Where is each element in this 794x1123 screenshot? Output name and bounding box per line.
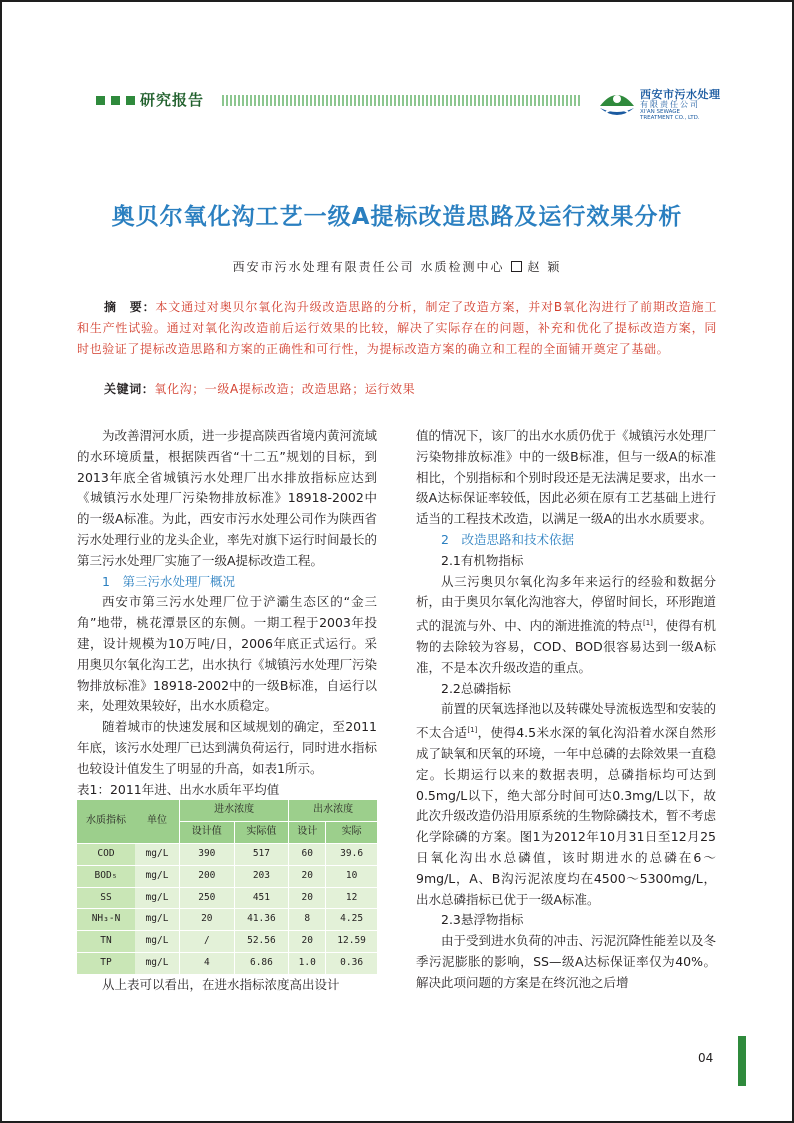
article-title: 奥贝尔氧化沟工艺一级A提标改造思路及运行效果分析 <box>111 204 683 230</box>
keywords <box>104 380 415 397</box>
section-label: 研究报告 <box>140 91 205 109</box>
keywords-text: 氧化沟；一级A提标改造；改造思路；运行效果 <box>154 382 416 396</box>
table-cell: 12 <box>326 887 377 909</box>
header-square-icon <box>111 96 120 105</box>
section-2-heading: 2 改造思路和技术依据 <box>441 531 574 547</box>
subsection-2-3-heading: 2.3悬浮物指标 <box>441 912 524 928</box>
table-row <box>77 909 377 931</box>
after-table-paragraph: 从上表可以看出，在进水指标浓度高出设计 <box>102 976 340 992</box>
table-cell: 4 <box>180 952 235 974</box>
table-cell: 200 <box>180 865 235 887</box>
header-stripe-bar <box>222 95 582 106</box>
table-cell: 12.59 <box>326 931 377 953</box>
table-row <box>77 865 377 887</box>
table-cell: 10 <box>326 865 377 887</box>
table-subheader: 实际 <box>326 822 377 844</box>
section-1-paragraph-1: 西安市第三污水处理厂位于浐灞生态区的“金三角”地带，桃花潭景区的东侧。一期工程于2003年投建，设计规模为10万吨/日，2006年底正式运行。采用奥贝尔氧化沟工艺，出水执行《城镇污水处理厂污染物排放标准》18918-2002中的一级B标准，自运行以来，处理效果较好，出水水质稳定。 <box>77 594 378 714</box>
table-row <box>77 931 377 953</box>
subsection-2-1-paragraph <box>416 572 716 679</box>
table-cell: 203 <box>234 865 289 887</box>
keywords-label: 关键词： <box>104 382 155 396</box>
company-logo <box>596 82 726 124</box>
header-square-icon <box>96 96 105 105</box>
logo-emblem-icon <box>596 82 638 124</box>
table-header: 出水浓度 <box>289 800 377 821</box>
subsection-2-1-heading: 2.1有机物指标 <box>441 552 524 568</box>
table-cell: 390 <box>180 843 235 865</box>
continued-paragraph: 值的情况下，该厂的出水水质仍优于《城镇污水处理厂污染物排放标准》中的一级B标准，但与一级A的标准相比，个别指标和个别时段还是无法满足要求，出水一级A达标保证率较低，因此必须在原有工艺基础上进行适当的工程技术改造，以满足一级A的出水水质要求。 <box>416 428 717 527</box>
text-span: 从三污奥贝尔氧化沟多年来运行的经验和数据分析，由于奥贝尔氧化沟池容大，停留时间长，环形跑道式的混流与外、中、内的渐进推流的特点 <box>416 573 717 634</box>
table-cell: mg/L <box>135 909 180 931</box>
table-subheader: 设计值 <box>180 822 235 844</box>
abstract-text: 本文通过对奥贝尔氧化沟升级改造思路的分析，制定了改造方案，并对B氧化沟进行了前期改造施工和生产性试验。通过对氧化沟改造前后运行效果的比较，解决了实际存在的问题，补充和优化了提标改造方案，同时也验证了提标改造思路和方案的正确性和可行性，为提标改造方案的确立和工程的全面铺开奠定了基础。 <box>77 300 717 356</box>
table-cell: 6.86 <box>234 952 289 974</box>
logo-name-en: XI'AN SEWAGE TREATMENT CO., LTD. <box>640 109 700 121</box>
table-cell: 20 <box>180 909 235 931</box>
header-squares <box>96 96 135 105</box>
page-number: 04 <box>698 1051 714 1065</box>
water-quality-table <box>77 800 377 974</box>
citation-ref: [1] <box>643 619 653 628</box>
table-cell: mg/L <box>135 952 180 974</box>
text-span: 前置的厌氧选择池以及转碟处导流板选型和安装的不太合适 <box>416 701 717 741</box>
table-cell: TP <box>77 952 135 974</box>
table-cell: COD <box>77 843 135 865</box>
subsection-2-2-paragraph <box>416 699 716 910</box>
table-cell: SS <box>77 887 135 909</box>
table-cell: NH₃-N <box>77 909 135 931</box>
table-cell: BOD₅ <box>77 865 135 887</box>
text-span: ，使得4.5米水深的氧化沟沿着水深自然形成了缺氧和厌氧的环境，一年中总磷的去除效果一直稳定。长期运行以来的数据表明，总磷指标均可达到0.5mg/L以下，绝大部分时间可达0.3mg/L以下，故此次升级改造仍沿用原系统的生物除磷技术，暂不考虑化学除磷的方案。图1为2012年10月31日至12月25日氧化沟出水总磷值，该时期进水的总磷在6～9mg/L，A、B沟污泥浓度均在4500～5300mg/L，出水总磷指标已优于一级A标准。 <box>416 725 717 907</box>
table-cell: 39.6 <box>326 843 377 865</box>
citation-ref: [1] <box>467 726 478 735</box>
table-cell: TN <box>77 931 135 953</box>
table-header: 水质指标 <box>77 800 135 843</box>
table-cell: mg/L <box>135 843 180 865</box>
section-1-heading: 1 第三污水处理厂概况 <box>102 573 235 589</box>
table-header: 单位 <box>135 800 180 843</box>
page-edge-tab <box>738 1036 746 1086</box>
subsection-2-3-paragraph: 由于受到进水负荷的冲击、污泥沉降性能差以及冬季污泥膨胀的影响，SS—级A达标保证率仅为40%。解决此项问题的方案是在终沉池之后增 <box>416 933 717 990</box>
intro-paragraph: 为改善渭河水质，进一步提高陕西省境内黄河流域的水环境质量，根据陕西省“十二五”规划的目标，到2013年底全省城镇污水处理厂出水排放指标应达到《城镇污水处理厂污染物排放标准》18918-2002中的一级A标准。为此，西安市污水处理公司作为陕西省污水处理行业的龙头企业，率先对旗下运行时间最长的第三污水处理厂实施了一级A提标改造工程。 <box>77 428 378 568</box>
table-row <box>77 887 377 909</box>
table-cell: 60 <box>289 843 326 865</box>
table-cell: 52.56 <box>234 931 289 953</box>
separator-box-icon <box>511 261 522 272</box>
text-span: ，使得有机物的去除较为容易，COD、BOD很容易达到一级A标准，不是本次升级改造的重点。 <box>416 618 716 675</box>
table-row <box>77 843 377 865</box>
table-cell: 8 <box>289 909 326 931</box>
subsection-2-2-heading: 2.2总磷指标 <box>441 680 511 696</box>
logo-name-cn: 西安市污水处理 <box>640 88 721 101</box>
table-row <box>77 952 377 974</box>
table-subheader: 实际值 <box>234 822 289 844</box>
table-cell: mg/L <box>135 865 180 887</box>
table-cell: mg/L <box>135 887 180 909</box>
table-cell: 0.36 <box>326 952 377 974</box>
abstract <box>77 297 717 360</box>
author-name: 赵 颖 <box>527 260 562 274</box>
table-cell: 20 <box>289 931 326 953</box>
table-cell: 20 <box>289 887 326 909</box>
table-cell: 517 <box>234 843 289 865</box>
table-cell: 1.0 <box>289 952 326 974</box>
table-cell: 451 <box>234 887 289 909</box>
table-subheader: 设计 <box>289 822 326 844</box>
logo-name-cn2: 有限责任公司 <box>640 100 700 109</box>
left-column <box>77 426 377 996</box>
table-cell: / <box>180 931 235 953</box>
abstract-label: 摘 要： <box>104 300 156 314</box>
byline <box>0 258 794 275</box>
table-header: 进水浓度 <box>180 800 289 821</box>
table-cell: 41.36 <box>234 909 289 931</box>
table-cell: 250 <box>180 887 235 909</box>
table-header-row <box>77 800 377 821</box>
table-cell: 4.25 <box>326 909 377 931</box>
header-square-icon <box>126 96 135 105</box>
right-column <box>416 426 716 994</box>
table-cell: 20 <box>289 865 326 887</box>
table-caption: 表1：2011年进、出水水质年平均值 <box>77 781 280 797</box>
table-cell: mg/L <box>135 931 180 953</box>
author-organization: 西安市污水处理有限责任公司 水质检测中心 <box>232 260 505 274</box>
section-1-paragraph-2: 随着城市的快速发展和区域规划的确定，至2011年底，该污水处理厂已达到满负荷运行，同时进水指标也较设计值发生了明显的升高，如表1所示。 <box>77 719 378 776</box>
